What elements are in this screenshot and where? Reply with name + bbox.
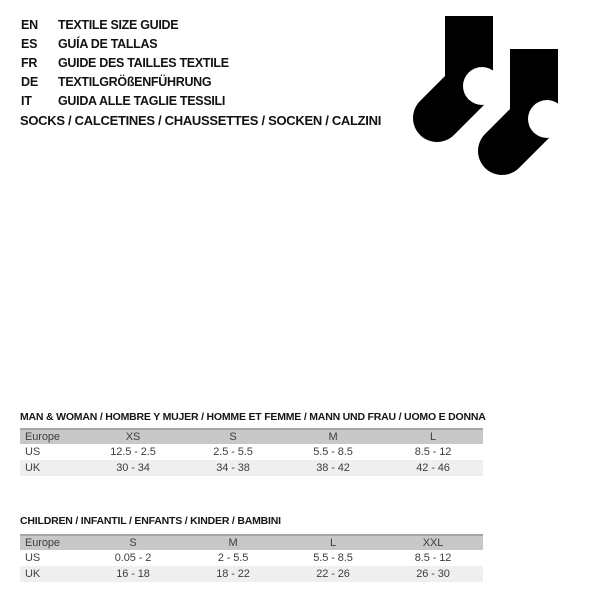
size-table-children: [20, 534, 483, 582]
table-row-uk: [20, 460, 483, 476]
language-code: ES: [21, 36, 38, 51]
row-label: UK: [25, 568, 41, 580]
category-title: SOCKS / CALCETINES / CHAUSSETTES / SOCKEN / CALZINI: [20, 113, 382, 128]
table-title-adults: MAN & WOMAN / HOMBRE Y MUJER / HOMME ET FEMME / MANN UND FRAU / UOMO E DONNA: [20, 411, 486, 423]
language-row-es: [21, 34, 229, 53]
size-cell: 8.5 - 12: [414, 552, 452, 564]
column-header-europe: Europe: [25, 431, 60, 443]
size-cell: 42 - 46: [416, 462, 450, 474]
size-cell: 8.5 - 12: [414, 446, 452, 458]
table-row-us: [20, 550, 483, 566]
language-code: FR: [21, 55, 38, 70]
size-cell: 5.5 - 8.5: [313, 446, 353, 458]
size-cell: 2.5 - 5.5: [213, 446, 253, 458]
language-label: GUIDA ALLE TAGLIE TESSILI: [58, 93, 226, 108]
table-row-uk: [20, 566, 483, 582]
language-label: GUÍA DE TALLAS: [58, 36, 158, 51]
column-header-m: M: [328, 431, 338, 443]
size-cell: 22 - 26: [316, 568, 350, 580]
size-table-adults: [20, 428, 483, 476]
language-row-fr: [21, 53, 229, 72]
language-label: TEXTILE SIZE GUIDE: [58, 17, 179, 32]
column-header-s: S: [229, 431, 237, 443]
size-cell: 12.5 - 2.5: [110, 446, 156, 458]
column-header-europe: Europe: [25, 537, 60, 549]
language-code: IT: [21, 93, 32, 108]
column-header-xs: XS: [125, 431, 141, 443]
size-cell: 30 - 34: [116, 462, 150, 474]
size-cell: 5.5 - 8.5: [313, 552, 353, 564]
language-label: TEXTILGRÖßENFÜHRUNG: [58, 74, 212, 89]
size-cell: 16 - 18: [116, 568, 150, 580]
size-cell: 2 - 5.5: [217, 552, 249, 564]
language-row-en: [21, 15, 229, 34]
table-header-row: [20, 534, 483, 550]
row-label: US: [25, 552, 41, 564]
row-label: US: [25, 446, 41, 458]
language-row-de: [21, 72, 229, 91]
size-cell: 34 - 38: [216, 462, 250, 474]
language-label: GUIDE DES TAILLES TEXTILE: [58, 55, 229, 70]
row-label: UK: [25, 462, 41, 474]
language-code: EN: [21, 17, 38, 32]
size-cell: 38 - 42: [316, 462, 350, 474]
language-list: [21, 15, 229, 110]
table-header-row: [20, 428, 483, 444]
column-header-m: M: [228, 537, 238, 549]
column-header-l: L: [429, 431, 437, 443]
socks-icon: [412, 16, 574, 181]
size-cell: 0.05 - 2: [114, 552, 152, 564]
table-row-us: [20, 444, 483, 460]
column-header-s: S: [129, 537, 137, 549]
language-row-it: [21, 91, 229, 110]
column-header-l: L: [329, 537, 337, 549]
size-cell: 18 - 22: [216, 568, 250, 580]
column-header-xxl: XXL: [422, 537, 444, 549]
table-title-children: CHILDREN / INFANTIL / ENFANTS / KINDER / BAMBINI: [20, 515, 281, 527]
language-code: DE: [21, 74, 38, 89]
size-cell: 26 - 30: [416, 568, 450, 580]
